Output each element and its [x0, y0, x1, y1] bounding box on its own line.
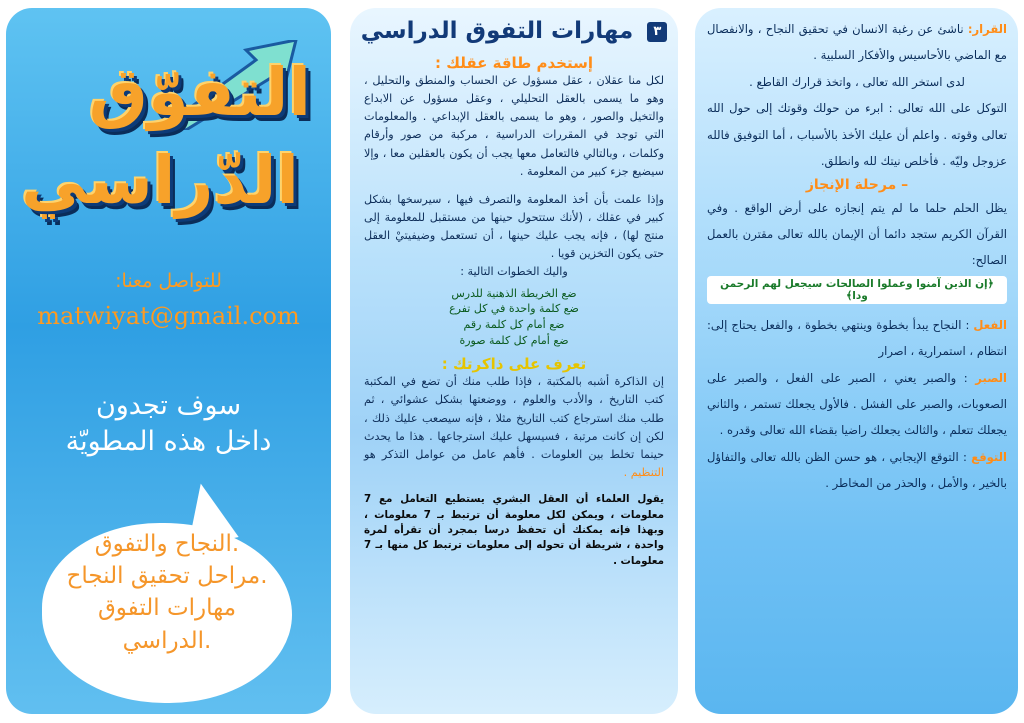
stages-panel — [695, 8, 1018, 714]
paragraph — [707, 312, 1007, 365]
paragraph-text: إن الذاكرة أشبه بالمكتبة ، فإذا طلب منك أن تضع في المكتبة كتب التاريخ ، والأدب والعلوم ، ووضعتها بشكل عشوائي ، ثم طلب منك استرجاع كتب التاريخ مثلا ، فإنه سيصعب عليك ذلك ، لكن إن كانت مرتبة ، فسيسهل عليك استرجاعها . هذا ما يحدث حينما تخلط بين العلومات . فأهم عامل من عوامل التذكر هو — [364, 375, 664, 461]
page-title — [350, 18, 678, 44]
paragraph-text: : والصبر يعني ، الصبر على الفعل ، والصبر على الصعوبات، والصبر على الفشل . فالأول يجعلك تستمر ، والثاني يجعلك تتعلم ، والثالث يجعلك راضيا بقضاء الله تعالى وقدره . — [707, 370, 1007, 438]
keyword: القرار: — [967, 22, 1008, 36]
steps-intro: واليك الخطوات التالية : — [460, 265, 568, 279]
step-item: ضع الخريطة الذهنية للدرس — [451, 286, 577, 300]
paragraph — [707, 365, 1007, 444]
contact-label: للتواصل معنا: — [115, 270, 222, 292]
paragraph-text: ناشئ عن رغبة الانسان في تحقيق النجاح ، والانفصال مع الماضي بالأحاسيس والأفكار السلبية . — [707, 22, 1007, 63]
steps-list — [364, 286, 664, 350]
keyword: الصبر — [975, 370, 1007, 385]
cover-panel — [6, 8, 331, 714]
footnote: يقول العلماء أن العقل البشري يستطيع التعامل مع 7 معلومات ، ويمكن لكل معلومة أن ترتبط بـ 7 معلومات ، وبهذا فإنه يمكنك أن تحفظ درسا بمجرد أن تقرأه لمرة واحدة ، شريطة أن تحوله إلى معلومات ترتبط كل منها بـ 7 معلومات . — [364, 493, 664, 567]
page-title-text: مهارات التفوق الدراسي — [360, 18, 634, 44]
contents-list — [42, 528, 292, 657]
paragraph — [707, 444, 1007, 497]
step-item: ضع أمام كل كلمة صورة — [459, 334, 569, 348]
paragraph: لدى استخر الله تعالى ، واتخذ قرارك القاطع . — [749, 74, 965, 89]
section-heading: – مرحلة الإنجاز — [805, 176, 909, 193]
paragraph — [707, 16, 1007, 69]
skills-panel — [350, 8, 678, 714]
contact-email[interactable]: matwiyat@gmail.com — [37, 302, 300, 330]
promo-line-2: داخل هذه المطويّة — [65, 426, 272, 458]
section-number-badge: ٣ — [647, 22, 667, 42]
contents-item: مهارات التفوق — [97, 595, 237, 622]
paragraph: التوكل على الله تعالى : ابرء من حولك وقوتك إلى حول الله تعالى وقوته . واعلم أن عليك الأخذ بالأسباب ، أما التوفيق فالله عزوجل وليّه . فأخلص نيتك لله وانطلق. — [707, 101, 1007, 169]
paragraph: لكل منا عقلان ، عقل مسؤول عن الحساب والمنطق والتحليل ، وهو ما يسمى بالعقل التحليلي ، وعقل مسؤول عن الابداع والتخيل والصور ، وهو ما يسمى بالعقل الإبداعي . والمعلومات التي توجد في المقررات الدراسية ، مركبة من صور وأرقام وكلمات ، وبالتالي فالتعامل معها يجب أن يكون بالعقلين معا ، وإلا سيضيع جزء كبير من المعلومة . — [364, 74, 664, 178]
paragraph-text: : النجاح يبدأ بخطوة وينتهي بخطوة ، والفعل يحتاج إلى: انتظام ، استمرارية ، اصرار — [707, 317, 1007, 359]
contents-item: مراحل تحقيق النجاح. — [66, 563, 268, 590]
skills-content — [364, 54, 664, 569]
paragraph: وإذا علمت بأن أخذ المعلومة والتصرف فيها ، سيرسخها بشكل كبير في عقلك ، (لأنك ستتحول حينها من مستقبل للمعلومة إلى منتج لها) ، فإنه يجب عليك حينها ، أن تستعمل وضيفيتيْ العقل حتى يكون التخزين قويا . — [364, 192, 664, 261]
step-item: ضع كلمة واحدة في كل تفرع — [449, 302, 579, 316]
paragraph: يظل الحلم حلما ما لم يتم إنجازه على أرض الواقع . وفي القرآن الكريم ستجد دائما أن الإيمان بالله تعالى مقترن بالعمل الصالح: — [707, 200, 1007, 268]
keyword: الفعل — [973, 317, 1007, 332]
promo-line-1: سوف تجدون — [95, 390, 242, 421]
logo-line-1: التفوّق — [88, 54, 311, 131]
stages-content — [707, 16, 1007, 497]
section-heading: تعرف على ذاكرتك : — [441, 355, 587, 374]
keyword: التوقع — [971, 449, 1007, 464]
quran-verse: ﴿إن الذين آمنوا وعملوا الصالحات سيجعل لهم الرحمن ودا﴾ — [707, 276, 1007, 304]
contents-item: النجاح والتفوق. — [94, 531, 240, 557]
contents-item: الدراسي. — [122, 627, 212, 654]
section-heading: إستخدم طاقة عقلك : — [435, 54, 593, 72]
paragraph — [364, 373, 664, 482]
promo-text — [6, 388, 331, 461]
logo-line-2: الدّراسي — [21, 142, 299, 219]
logo — [16, 30, 321, 235]
step-item: ضع أمام كل كلمة رقم — [463, 318, 565, 332]
paragraph-text: : التوقع الإيجابي ، هو حسن الظن بالله تعالى والتفاؤل بالخير ، والأمل ، والحذر من المخاطر . — [707, 449, 1007, 491]
highlight-word: التنظيم . — [623, 466, 664, 479]
